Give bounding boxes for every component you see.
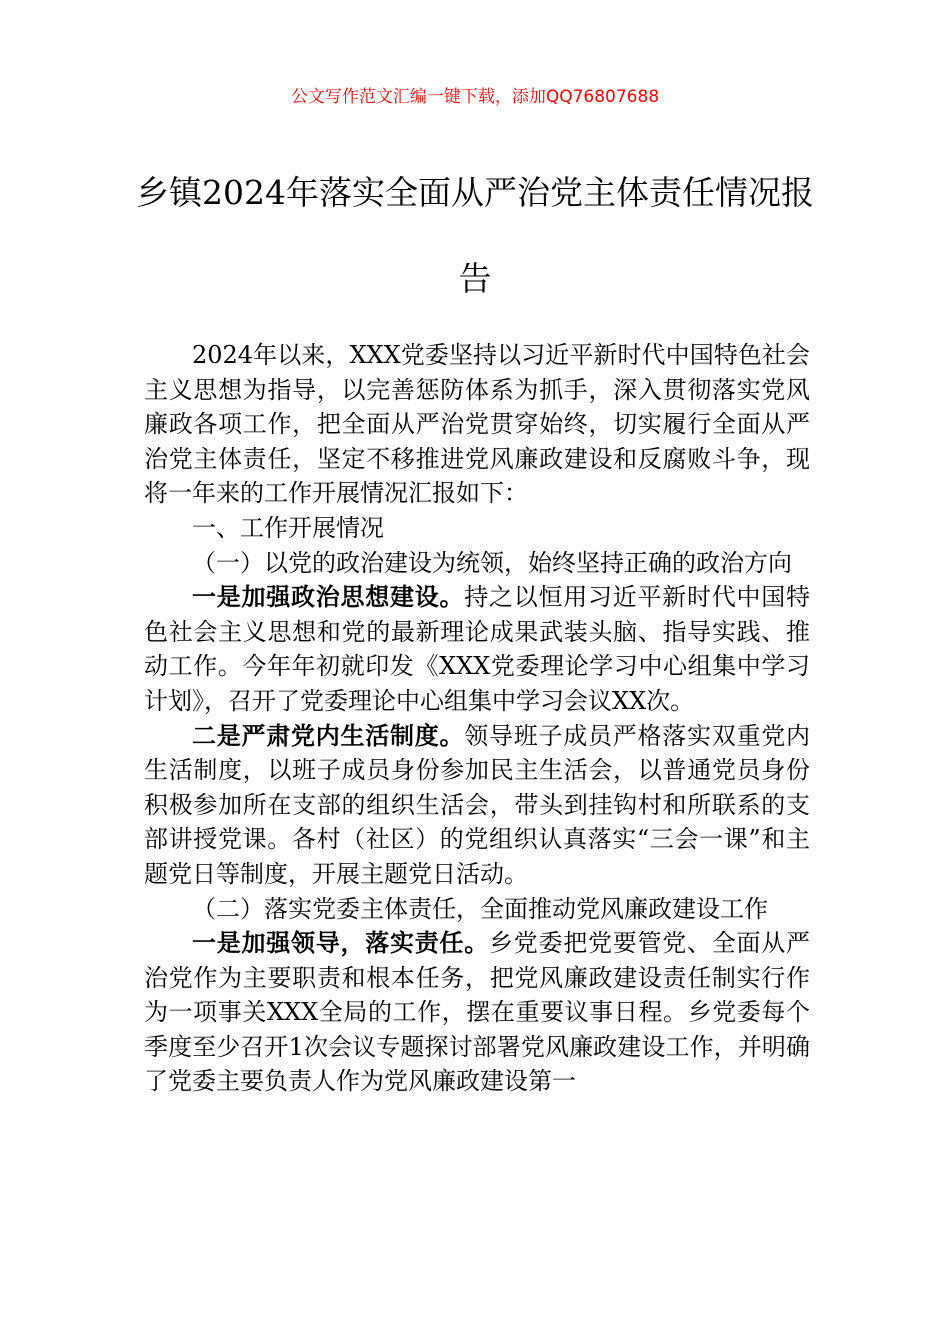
- body-paragraph: [144, 719, 810, 892]
- body-paragraph: [144, 580, 810, 718]
- document-body: [144, 338, 810, 1099]
- subsection-heading: （一）以党的政治建设为统领，始终坚持正确的政治方向: [192, 548, 792, 577]
- document-title: 乡镇2024年落实全面从严治党主体责任情况报告: [136, 173, 814, 298]
- paragraph-lead: 一是加强领导，落实责任。: [192, 929, 489, 958]
- subsection-heading: （二）落实党委主体责任，全面推动党风廉政建设工作: [192, 894, 768, 923]
- paragraph-lead: 一是加强政治思想建设。: [192, 583, 465, 612]
- section-heading: 一、工作开展情况: [192, 513, 384, 542]
- intro-paragraph: 2024年以来，XXX党委坚持以习近平新时代中国特色社会主义思想为指导，以完善惩防体系为抓手，深入贯彻落实党风廉政各项工作，把全面从严治党贯穿始终，切实履行全面从严治党主体责任，坚定不移推进党风廉政建设和反腐败斗争，现将一年来的工作开展情况汇报如下：: [144, 341, 810, 508]
- paragraph-text: 乡党委把党要管党、全面从严治党作为主要职责和根本任务，把党风廉政建设责任制实行作为一项事关XXX全局的工作，摆在重要议事日程。乡党委每个季度至少召开1次会议专题探讨部署党风廉政建设工作，并明确了党委主要负责人作为党风廉政建设第一: [144, 929, 810, 1096]
- download-notice[interactable]: 公文写作范文汇编一键下载，添加QQ76807688: [290, 87, 660, 107]
- paragraph-text: 持之以恒用习近平新时代中国特色社会主义思想和党的最新理论成果武装头脑、指导实践、推动工作。今年年初就印发《XXX党委理论学习中心组集中学习计划》，召开了党委理论中心组集中学习会议XX次。: [144, 583, 810, 715]
- paragraph-lead: 二是严肃党内生活制度。: [192, 721, 465, 750]
- paragraph-text: 领导班子成员严格落实双重党内生活制度，以班子成员身份参加民主生活会，以普通党员身份积极参加所在支部的组织生活会，带头到挂钩村和所联系的支部讲授党课。各村（社区）的党组织认真落实“三会一课”和主题党日等制度，开展主题党日活动。: [144, 721, 810, 888]
- body-paragraph: [144, 926, 810, 1099]
